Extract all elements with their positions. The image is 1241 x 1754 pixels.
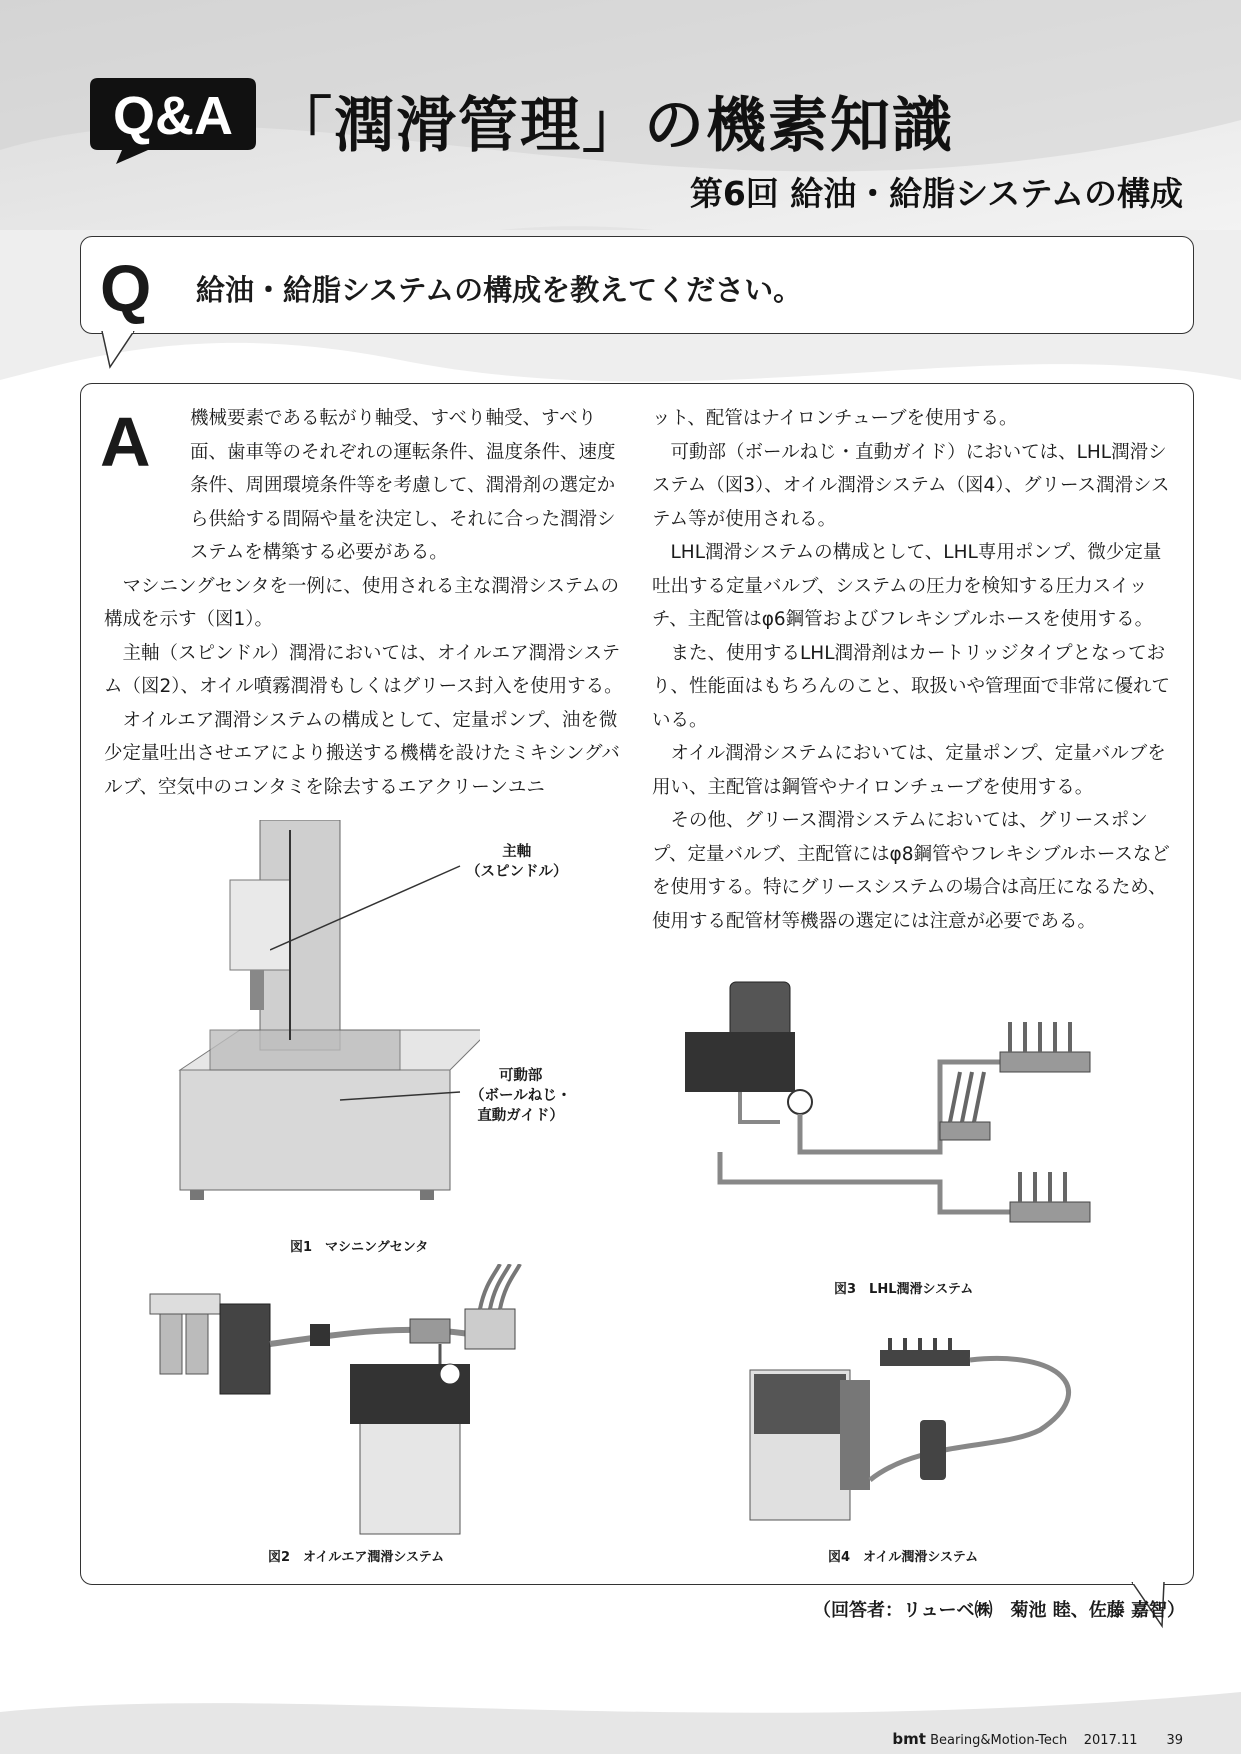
page-subtitle: 第6回 給油・給脂システムの構成 xyxy=(689,174,1183,213)
oil-air-system-illustration xyxy=(140,1264,580,1544)
answer-column-right xyxy=(652,402,1172,938)
paragraph: マシニングセンタを一例に、使用される主な潤滑システムの構成を示す（図1）。 xyxy=(104,575,620,630)
figure-caption: 図3 LHL潤滑システム xyxy=(834,1282,974,1297)
figure-caption: 図1 マシニングセンタ xyxy=(290,1240,429,1255)
paragraph: ット、配管はナイロンチューブを使用する。 xyxy=(652,408,1018,429)
paragraph: また、使用するLHL潤滑剤はカートリッジタイプとなっており、性能面はもちろんのこと、取扱いや管理面で非常に優れている。 xyxy=(652,642,1171,731)
question-text: 給油・給脂システムの構成を教えてください。 xyxy=(196,273,803,307)
page-title: 「潤滑管理」の機素知識 xyxy=(272,91,954,161)
label-moving-part xyxy=(470,1066,571,1126)
footer-magazine: Bearing&Motion-Tech xyxy=(930,1733,1068,1748)
page-number: 39 xyxy=(1166,1733,1183,1748)
qa-logo-text: Q&A xyxy=(113,86,233,146)
paragraph: オイルエア潤滑システムの構成として、定量ポンプ、油を微少定量吐出させエアにより搬送する機構を設けたミキシングバルブ、空気中のコンタミを除去するエアクリーンユニ xyxy=(104,709,620,798)
question-letter: Q xyxy=(100,251,152,325)
paragraph: 主軸（スピンドル）潤滑においては、オイルエア潤滑システム（図2）、オイル噴霧潤滑もしくはグリース封入を使用する。 xyxy=(104,642,623,697)
answerer-credit: （回答者：リューベ㈱ 菊池 睦、佐藤 嘉智） xyxy=(813,1600,1185,1621)
paragraph: LHL潤滑システムの構成として、LHL専用ポンプ、微少定量吐出する定量バルブ、システムの圧力を検知する圧力スイッチ、主配管はφ6鋼管およびフレキシブルホースを使用する。 xyxy=(652,542,1162,630)
label-line: （スピンドル） xyxy=(466,864,568,880)
page-footer xyxy=(892,1730,1183,1748)
answer-column-left xyxy=(104,402,624,804)
label-line: （ボールねじ・ xyxy=(470,1088,572,1104)
footer-brand: bmt xyxy=(892,1730,926,1748)
label-line: 直動ガイド） xyxy=(477,1108,564,1124)
answer-letter: A xyxy=(100,403,151,481)
paragraph: オイル潤滑システムにおいては、定量ポンプ、定量バルブを用い、主配管は鋼管やナイロンチューブを使用する。 xyxy=(652,743,1166,798)
question-box-tail xyxy=(100,331,140,371)
oil-system-illustration xyxy=(740,1330,1120,1530)
label-spindle xyxy=(466,842,568,882)
lhl-system-illustration xyxy=(680,972,1140,1272)
figure-caption: 図2 オイルエア潤滑システム xyxy=(268,1550,445,1565)
label-line: 主軸 xyxy=(502,844,532,860)
leader-lines xyxy=(270,860,470,1120)
qa-logo xyxy=(88,72,258,164)
footer-issue: 2017.11 xyxy=(1083,1733,1138,1748)
paragraph: 可動部（ボールねじ・直動ガイド）においては、LHL潤滑システム（図3）、オイル潤滑システム（図4）、グリース潤滑システム等が使用される。 xyxy=(652,441,1170,530)
paragraph: 機械要素である転がり軸受、すべり軸受、すべり面、歯車等のそれぞれの運転条件、温度条件、速度条件、周囲環境条件等を考慮して、潤滑剤の選定から供給する間隔や量を決定し、それに合った潤滑システムを構築する必要がある。 xyxy=(190,408,616,563)
figure-caption: 図4 オイル潤滑システム xyxy=(828,1550,979,1565)
paragraph: その他、グリース潤滑システムにおいては、グリースポンプ、定量バルブ、主配管にはφ8鋼管やフレキシブルホースなどを使用する。特にグリースシステムの場合は高圧になるため、使用する配管材等機器の選定には注意が必要である。 xyxy=(652,810,1170,932)
label-line: 可動部 xyxy=(498,1068,543,1084)
